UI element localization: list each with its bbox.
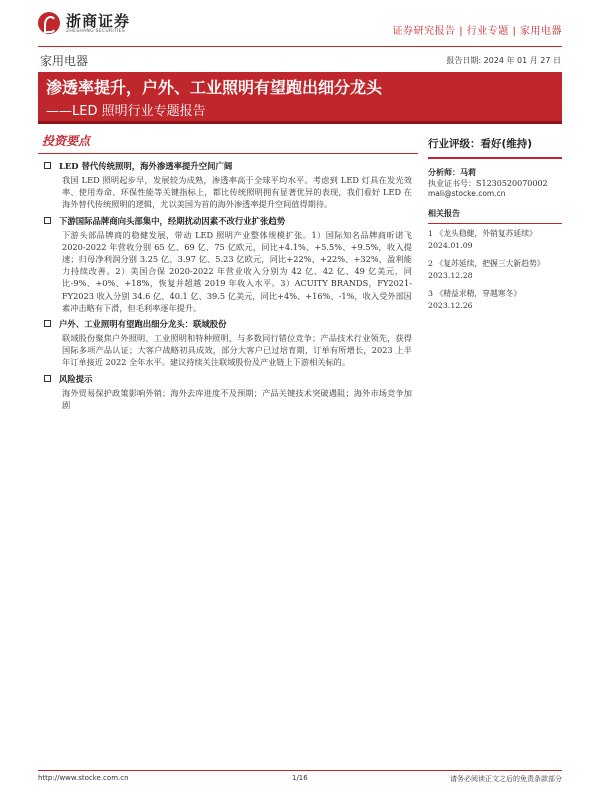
analyst-email[interactable]: mali@stocke.com.cn bbox=[428, 189, 506, 198]
key-point-body: 联域股份聚焦户外照明、工业照明和特种照明，与多数同行错位竞争；产品技术行业领先，获得国际多项产品认证；大客户战略初具成效，部分大客户已过培育期，订单有所增长，2023 上半年订单接近 2022 全年水平。建议持续关注联域股份及产业链上下游相关标的。 bbox=[62, 333, 412, 368]
breadcrumb: 证券研究报告 | 行业专题 | 家用电器 bbox=[392, 26, 562, 37]
footer-disclaimer: 请务必阅读正文之后的免责条款部分 bbox=[450, 775, 562, 783]
logo-mark-icon bbox=[38, 12, 60, 34]
key-point-body: 海外贸易保护政策影响外销；海外去库进度不及预期；产品关键技术突破遇阻；海外市场竞争加剧 bbox=[62, 387, 412, 410]
key-points-heading: 投资要点 bbox=[42, 134, 91, 148]
page-subtitle: ——LED 照明行业专题报告 bbox=[46, 104, 206, 119]
key-point-title: 下游国际品牌商向头部集中，经期扰动因素不改行业扩张趋势 bbox=[59, 215, 286, 226]
key-points-section bbox=[38, 132, 418, 415]
related-reports-heading: 相关报告 bbox=[428, 208, 460, 218]
checkbox-bullet-icon bbox=[44, 162, 51, 169]
related-report-item[interactable] bbox=[428, 258, 562, 282]
page-number: 1/16 bbox=[292, 774, 308, 782]
section-label: 家用电器 bbox=[40, 54, 89, 68]
header-divider bbox=[38, 46, 562, 47]
title-banner bbox=[38, 72, 562, 124]
industry-rating: 行业评级：看好(维持) bbox=[428, 138, 533, 150]
analyst-name: 分析师：马莉 bbox=[428, 167, 476, 177]
related-report-date: 2023.12.28 bbox=[428, 271, 473, 280]
key-point-title: LED 替代传统照明，海外渗透率提升空间广阔 bbox=[59, 161, 233, 171]
footer-url[interactable]: http://www.stocke.com.cn bbox=[38, 774, 129, 782]
footer-divider bbox=[38, 770, 562, 771]
related-report-item[interactable] bbox=[428, 228, 562, 252]
related-report-date: 2023.12.26 bbox=[428, 301, 473, 310]
report-date: 报告日期: 2024 年 01 月 27 日 bbox=[446, 56, 561, 65]
checkbox-bullet-icon bbox=[44, 375, 51, 382]
sidebar bbox=[428, 132, 562, 318]
key-point-body: 我国 LED 照明起步早，发展较为成熟，渗透率高于全球平均水平。考虑到 LED 灯具在发光效率、使用寿命、环保性能等关键指标上，都比传统照明拥有显著优异的表现，我们看好 LED 在海外替代传统照明的逻辑，尤以美国为首的海外渗透率提升空间值得期待。 bbox=[62, 175, 412, 210]
checkbox-bullet-icon bbox=[44, 320, 51, 327]
related-report-item[interactable] bbox=[428, 288, 562, 312]
key-point bbox=[38, 215, 418, 314]
related-divider bbox=[428, 223, 562, 224]
analyst-certificate: 执业证书号：S1230520070002 bbox=[428, 179, 548, 188]
company-logo bbox=[38, 12, 130, 34]
related-report-title: 2 《复苏延续，把握三大新趋势》 bbox=[428, 259, 545, 268]
related-report-title: 3 《精益求精，穿越寒冬》 bbox=[428, 289, 522, 298]
related-report-title: 1 《龙头稳健，外销复苏延续》 bbox=[428, 229, 537, 238]
checkbox-bullet-icon bbox=[44, 217, 51, 224]
key-point-title: 户外、工业照明有望跑出细分龙头：联域股份 bbox=[59, 319, 227, 330]
page-header bbox=[38, 12, 562, 46]
rating-divider bbox=[428, 157, 562, 159]
key-points-divider bbox=[38, 153, 418, 154]
logo-english-text: ZHESHANG SECURITIES bbox=[66, 28, 125, 34]
key-point bbox=[38, 318, 418, 369]
key-point bbox=[38, 160, 418, 211]
logo-text: 浙商证券 bbox=[66, 11, 131, 30]
key-point bbox=[38, 373, 418, 411]
key-point-body: 下游头部品牌商的稳健发展，带动 LED 照明产业整体规模扩张。1）国际知名品牌商昕诺飞 2020-2022 年营收分别 65 亿、69 亿、75 亿欧元，同比+4.1%、+5.5%、+9.5%，收入提速；归母净利润分别 3.25 亿、3.97 亿、5.23 亿欧元，同比+22%、+22%、+32%，盈利能力持续改善。2）美国合保 2020-2022 年营业收入分别为 42 亿、42 亿、49 亿美元，同比-9%、+0%、+18%，恢复并超越 2019 年收入水平。3）ACUITY BRANDS，FY2021-FY2023 收入分别 34.6 亿、40.1 亿、39.5 亿美元，同比+4%、+16%、-1%，收入受外部因素冲击略有下滑，但毛利率逐年提升。 bbox=[62, 229, 412, 313]
page-title: 渗透率提升，户外、工业照明有望跑出细分龙头 bbox=[46, 78, 383, 97]
related-report-date: 2024.01.09 bbox=[428, 241, 473, 250]
key-point-title: 风险提示 bbox=[59, 373, 93, 384]
